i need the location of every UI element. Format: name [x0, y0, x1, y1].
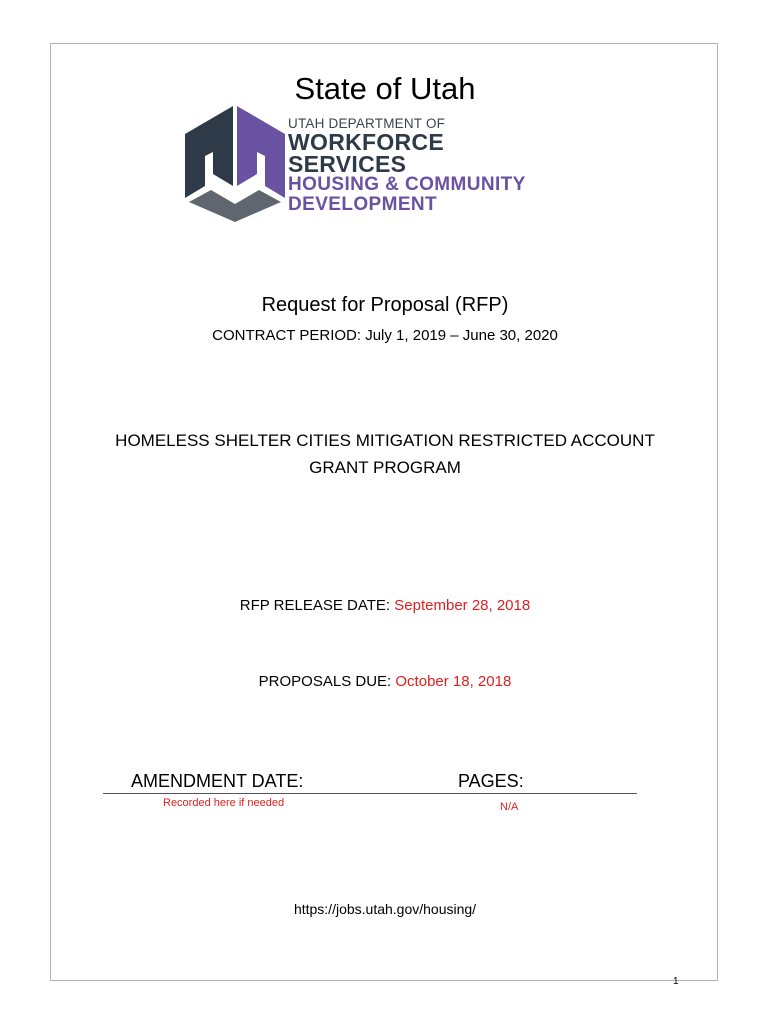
rfp-title: Request for Proposal (RFP) — [261, 294, 509, 316]
logo-housing: HOUSING & COMMUNITY — [288, 174, 526, 195]
release-date-value: September 28, 2018 — [394, 597, 531, 614]
logo-department: UTAH DEPARTMENT OF — [288, 116, 446, 131]
housing-url[interactable]: https://jobs.utah.gov/housing/ — [293, 901, 477, 917]
logo-wordmark — [288, 117, 526, 215]
page-number: 1 — [673, 976, 679, 987]
amendment-date-value: Recorded here if needed — [163, 797, 285, 809]
dws-logo — [185, 106, 565, 222]
program-title-line1: HOMELESS SHELTER CITIES MITIGATION RESTRICTED ACCOUNT — [115, 431, 655, 450]
amendment-date-label: AMENDMENT DATE: — [131, 771, 304, 791]
proposals-due-value: October 18, 2018 — [395, 673, 512, 690]
divider-line — [103, 793, 637, 794]
proposals-due-row — [0, 672, 770, 692]
program-title-line2: GRANT PROGRAM — [309, 458, 461, 477]
logo-workforce: WORKFORCE — [288, 129, 445, 155]
pages-label: PAGES: — [458, 771, 524, 791]
workforce-w-logo-icon — [185, 106, 285, 222]
program-title — [0, 427, 770, 481]
proposals-due-label: PROPOSALS DUE: — [258, 673, 392, 690]
release-date-row — [0, 596, 770, 616]
pages-value: N/A — [500, 801, 519, 813]
contract-period: CONTRACT PERIOD: July 1, 2019 – June 30, 2020 — [212, 327, 558, 344]
logo-services: SERVICES — [288, 151, 407, 177]
logo-development: DEVELOPMENT — [288, 194, 438, 215]
release-date-label: RFP RELEASE DATE: — [239, 597, 391, 614]
state-title: State of Utah — [294, 71, 476, 106]
